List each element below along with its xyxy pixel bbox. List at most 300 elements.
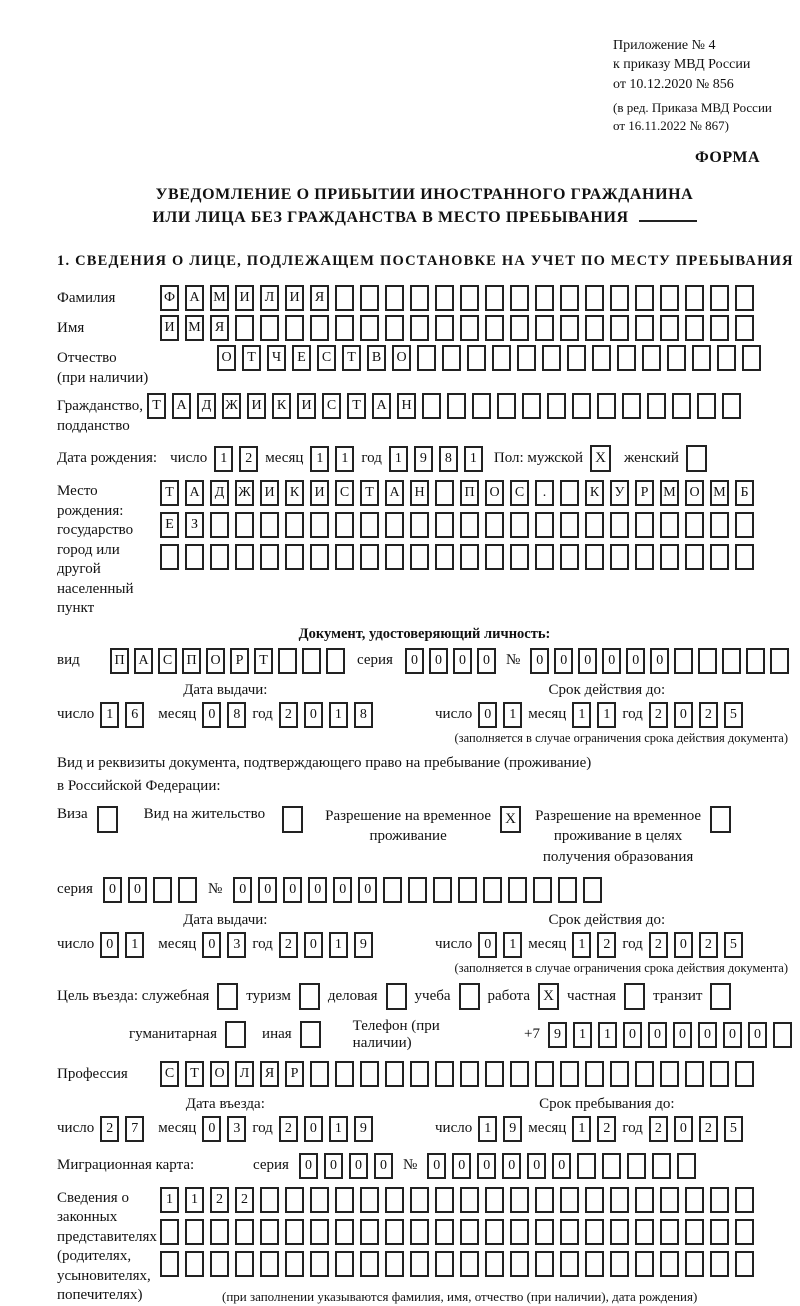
- char-cell[interactable]: [685, 1219, 704, 1245]
- char-cell[interactable]: [692, 345, 711, 371]
- char-cell[interactable]: [610, 1251, 629, 1277]
- char-cell[interactable]: 1: [125, 932, 144, 958]
- char-cell[interactable]: [717, 345, 736, 371]
- char-cell[interactable]: [535, 1061, 554, 1087]
- char-cell[interactable]: З: [185, 512, 204, 538]
- char-cell[interactable]: [260, 544, 279, 570]
- char-cell[interactable]: [435, 315, 454, 341]
- char-cell[interactable]: [735, 1219, 754, 1245]
- char-cell[interactable]: [735, 1187, 754, 1213]
- char-cell[interactable]: [385, 1219, 404, 1245]
- char-cell[interactable]: [610, 1219, 629, 1245]
- char-cell[interactable]: 0: [478, 702, 497, 728]
- char-cell[interactable]: [185, 1219, 204, 1245]
- checkbox-private[interactable]: [624, 983, 645, 1010]
- char-cell[interactable]: [235, 1251, 254, 1277]
- char-cell[interactable]: [685, 1251, 704, 1277]
- char-cell[interactable]: О: [206, 648, 225, 674]
- char-cell[interactable]: [385, 315, 404, 341]
- char-cell[interactable]: Б: [735, 480, 754, 506]
- char-cell[interactable]: [627, 1153, 646, 1179]
- char-cell[interactable]: 1: [329, 702, 348, 728]
- char-cell[interactable]: [585, 1251, 604, 1277]
- char-cell[interactable]: [310, 1219, 329, 1245]
- char-cell[interactable]: [583, 877, 602, 903]
- char-cell[interactable]: 0: [477, 1153, 496, 1179]
- char-cell[interactable]: [635, 1251, 654, 1277]
- char-cell[interactable]: [535, 544, 554, 570]
- char-cell[interactable]: [635, 544, 654, 570]
- char-cell[interactable]: [560, 1187, 579, 1213]
- char-cell[interactable]: [585, 285, 604, 311]
- char-cell[interactable]: .: [535, 480, 554, 506]
- char-cell[interactable]: 0: [530, 648, 549, 674]
- char-cell[interactable]: 2: [699, 1116, 718, 1142]
- char-cell[interactable]: Р: [635, 480, 654, 506]
- char-cell[interactable]: [385, 285, 404, 311]
- char-cell[interactable]: [435, 512, 454, 538]
- char-cell[interactable]: Т: [342, 345, 361, 371]
- char-cell[interactable]: [483, 877, 502, 903]
- char-cell[interactable]: 2: [239, 446, 258, 472]
- char-cell[interactable]: [335, 544, 354, 570]
- char-cell[interactable]: [160, 1219, 179, 1245]
- char-cell[interactable]: П: [182, 648, 201, 674]
- char-cell[interactable]: [510, 1061, 529, 1087]
- char-cell[interactable]: П: [460, 480, 479, 506]
- char-cell[interactable]: 5: [724, 1116, 743, 1142]
- char-cell[interactable]: 0: [602, 648, 621, 674]
- char-cell[interactable]: [302, 648, 321, 674]
- char-cell[interactable]: [447, 393, 466, 419]
- char-cell[interactable]: 9: [548, 1022, 567, 1048]
- char-cell[interactable]: К: [585, 480, 604, 506]
- char-cell[interactable]: О: [217, 345, 236, 371]
- char-cell[interactable]: [522, 393, 541, 419]
- char-cell[interactable]: 1: [572, 932, 591, 958]
- char-cell[interactable]: Ж: [222, 393, 241, 419]
- char-cell[interactable]: 9: [503, 1116, 522, 1142]
- char-cell[interactable]: 0: [429, 648, 448, 674]
- char-cell[interactable]: 0: [202, 702, 221, 728]
- char-cell[interactable]: 0: [258, 877, 277, 903]
- char-cell[interactable]: [433, 877, 452, 903]
- char-cell[interactable]: [485, 1219, 504, 1245]
- char-cell[interactable]: Л: [260, 285, 279, 311]
- char-cell[interactable]: [160, 1251, 179, 1277]
- char-cell[interactable]: 9: [354, 932, 373, 958]
- char-cell[interactable]: [285, 1187, 304, 1213]
- checkbox-other[interactable]: [300, 1021, 321, 1048]
- char-cell[interactable]: А: [185, 480, 204, 506]
- char-cell[interactable]: [310, 315, 329, 341]
- checkbox-tourism[interactable]: [299, 983, 320, 1010]
- char-cell[interactable]: [360, 1251, 379, 1277]
- char-cell[interactable]: 2: [649, 702, 668, 728]
- char-cell[interactable]: 3: [227, 1116, 246, 1142]
- char-cell[interactable]: 1: [573, 1022, 592, 1048]
- char-cell[interactable]: 0: [405, 648, 424, 674]
- char-cell[interactable]: И: [310, 480, 329, 506]
- char-cell[interactable]: А: [172, 393, 191, 419]
- char-cell[interactable]: [408, 877, 427, 903]
- char-cell[interactable]: 0: [349, 1153, 368, 1179]
- char-cell[interactable]: [508, 877, 527, 903]
- char-cell[interactable]: К: [285, 480, 304, 506]
- char-cell[interactable]: [460, 1061, 479, 1087]
- char-cell[interactable]: [360, 285, 379, 311]
- char-cell[interactable]: [635, 315, 654, 341]
- char-cell[interactable]: М: [185, 315, 204, 341]
- char-cell[interactable]: [310, 1187, 329, 1213]
- char-cell[interactable]: Т: [254, 648, 273, 674]
- char-cell[interactable]: [160, 544, 179, 570]
- char-cell[interactable]: 1: [464, 446, 483, 472]
- char-cell[interactable]: Р: [285, 1061, 304, 1087]
- char-cell[interactable]: [685, 1187, 704, 1213]
- checkbox-business[interactable]: [386, 983, 407, 1010]
- char-cell[interactable]: 1: [185, 1187, 204, 1213]
- char-cell[interactable]: [410, 285, 429, 311]
- char-cell[interactable]: У: [610, 480, 629, 506]
- char-cell[interactable]: [735, 544, 754, 570]
- char-cell[interactable]: [460, 1251, 479, 1277]
- char-cell[interactable]: 5: [724, 932, 743, 958]
- char-cell[interactable]: Я: [260, 1061, 279, 1087]
- char-cell[interactable]: [235, 315, 254, 341]
- char-cell[interactable]: 0: [453, 648, 472, 674]
- char-cell[interactable]: С: [317, 345, 336, 371]
- char-cell[interactable]: [485, 1251, 504, 1277]
- char-cell[interactable]: 0: [477, 648, 496, 674]
- checkbox-temp-residence-edu[interactable]: [710, 806, 731, 833]
- char-cell[interactable]: 5: [724, 702, 743, 728]
- char-cell[interactable]: 1: [329, 932, 348, 958]
- char-cell[interactable]: [660, 315, 679, 341]
- char-cell[interactable]: [467, 345, 486, 371]
- char-cell[interactable]: [417, 345, 436, 371]
- char-cell[interactable]: [383, 877, 402, 903]
- char-cell[interactable]: 1: [572, 702, 591, 728]
- char-cell[interactable]: [773, 1022, 792, 1048]
- char-cell[interactable]: [460, 1187, 479, 1213]
- char-cell[interactable]: 0: [623, 1022, 642, 1048]
- char-cell[interactable]: [635, 285, 654, 311]
- char-cell[interactable]: [560, 285, 579, 311]
- char-cell[interactable]: [677, 1153, 696, 1179]
- char-cell[interactable]: Ч: [267, 345, 286, 371]
- char-cell[interactable]: [660, 1219, 679, 1245]
- char-cell[interactable]: [385, 1251, 404, 1277]
- checkbox-temp-residence[interactable]: X: [500, 806, 521, 833]
- char-cell[interactable]: [360, 544, 379, 570]
- char-cell[interactable]: М: [710, 480, 729, 506]
- char-cell[interactable]: М: [210, 285, 229, 311]
- char-cell[interactable]: 0: [103, 877, 122, 903]
- char-cell[interactable]: [310, 1251, 329, 1277]
- checkbox-male[interactable]: X: [590, 445, 611, 472]
- char-cell[interactable]: Д: [197, 393, 216, 419]
- char-cell[interactable]: [535, 1187, 554, 1213]
- char-cell[interactable]: Я: [210, 315, 229, 341]
- char-cell[interactable]: [260, 1187, 279, 1213]
- char-cell[interactable]: 8: [354, 702, 373, 728]
- char-cell[interactable]: 1: [389, 446, 408, 472]
- char-cell[interactable]: Ж: [235, 480, 254, 506]
- char-cell[interactable]: [547, 393, 566, 419]
- char-cell[interactable]: [460, 1219, 479, 1245]
- char-cell[interactable]: И: [297, 393, 316, 419]
- char-cell[interactable]: [485, 285, 504, 311]
- char-cell[interactable]: [697, 393, 716, 419]
- char-cell[interactable]: [610, 1187, 629, 1213]
- checkbox-female[interactable]: [686, 445, 707, 472]
- char-cell[interactable]: 0: [674, 702, 693, 728]
- char-cell[interactable]: 7: [125, 1116, 144, 1142]
- char-cell[interactable]: [510, 544, 529, 570]
- char-cell[interactable]: [710, 285, 729, 311]
- char-cell[interactable]: 3: [227, 932, 246, 958]
- char-cell[interactable]: [335, 315, 354, 341]
- char-cell[interactable]: [674, 648, 693, 674]
- char-cell[interactable]: [667, 345, 686, 371]
- char-cell[interactable]: 1: [598, 1022, 617, 1048]
- char-cell[interactable]: Е: [160, 512, 179, 538]
- char-cell[interactable]: [153, 877, 172, 903]
- char-cell[interactable]: [335, 285, 354, 311]
- char-cell[interactable]: [660, 1061, 679, 1087]
- char-cell[interactable]: [710, 1251, 729, 1277]
- char-cell[interactable]: [560, 1251, 579, 1277]
- char-cell[interactable]: [510, 512, 529, 538]
- checkbox-study[interactable]: [459, 983, 480, 1010]
- char-cell[interactable]: [597, 393, 616, 419]
- char-cell[interactable]: [326, 648, 345, 674]
- char-cell[interactable]: 1: [503, 932, 522, 958]
- char-cell[interactable]: [210, 1219, 229, 1245]
- char-cell[interactable]: [335, 1187, 354, 1213]
- char-cell[interactable]: И: [285, 285, 304, 311]
- char-cell[interactable]: 0: [502, 1153, 521, 1179]
- char-cell[interactable]: 2: [649, 932, 668, 958]
- char-cell[interactable]: [710, 315, 729, 341]
- char-cell[interactable]: [285, 1251, 304, 1277]
- char-cell[interactable]: 0: [128, 877, 147, 903]
- char-cell[interactable]: А: [134, 648, 153, 674]
- char-cell[interactable]: 2: [699, 932, 718, 958]
- char-cell[interactable]: Т: [242, 345, 261, 371]
- char-cell[interactable]: [517, 345, 536, 371]
- char-cell[interactable]: 2: [649, 1116, 668, 1142]
- char-cell[interactable]: [610, 315, 629, 341]
- char-cell[interactable]: [235, 512, 254, 538]
- char-cell[interactable]: [558, 877, 577, 903]
- char-cell[interactable]: [442, 345, 461, 371]
- char-cell[interactable]: [642, 345, 661, 371]
- char-cell[interactable]: 2: [100, 1116, 119, 1142]
- char-cell[interactable]: С: [158, 648, 177, 674]
- char-cell[interactable]: О: [485, 480, 504, 506]
- char-cell[interactable]: С: [335, 480, 354, 506]
- char-cell[interactable]: [185, 544, 204, 570]
- char-cell[interactable]: 0: [304, 932, 323, 958]
- char-cell[interactable]: [577, 1153, 596, 1179]
- char-cell[interactable]: [592, 345, 611, 371]
- char-cell[interactable]: [485, 544, 504, 570]
- char-cell[interactable]: [360, 1187, 379, 1213]
- char-cell[interactable]: [335, 1061, 354, 1087]
- char-cell[interactable]: [735, 1061, 754, 1087]
- checkbox-residence-permit[interactable]: [282, 806, 303, 833]
- char-cell[interactable]: Т: [160, 480, 179, 506]
- char-cell[interactable]: 1: [310, 446, 329, 472]
- char-cell[interactable]: [635, 1061, 654, 1087]
- char-cell[interactable]: [360, 1219, 379, 1245]
- char-cell[interactable]: [710, 1219, 729, 1245]
- checkbox-humanitarian[interactable]: [225, 1021, 246, 1048]
- char-cell[interactable]: [260, 1219, 279, 1245]
- char-cell[interactable]: 2: [597, 1116, 616, 1142]
- char-cell[interactable]: 0: [358, 877, 377, 903]
- char-cell[interactable]: [602, 1153, 621, 1179]
- char-cell[interactable]: [535, 512, 554, 538]
- char-cell[interactable]: 2: [279, 1116, 298, 1142]
- char-cell[interactable]: 1: [335, 446, 354, 472]
- char-cell[interactable]: [622, 393, 641, 419]
- char-cell[interactable]: 0: [308, 877, 327, 903]
- char-cell[interactable]: [260, 512, 279, 538]
- char-cell[interactable]: 0: [304, 1116, 323, 1142]
- char-cell[interactable]: [460, 544, 479, 570]
- char-cell[interactable]: [510, 285, 529, 311]
- char-cell[interactable]: [685, 1061, 704, 1087]
- char-cell[interactable]: [610, 1061, 629, 1087]
- char-cell[interactable]: [235, 1219, 254, 1245]
- char-cell[interactable]: [746, 648, 765, 674]
- char-cell[interactable]: [210, 1251, 229, 1277]
- char-cell[interactable]: [460, 315, 479, 341]
- char-cell[interactable]: [635, 1187, 654, 1213]
- char-cell[interactable]: [610, 544, 629, 570]
- char-cell[interactable]: 0: [626, 648, 645, 674]
- char-cell[interactable]: Ф: [160, 285, 179, 311]
- char-cell[interactable]: П: [110, 648, 129, 674]
- char-cell[interactable]: [310, 544, 329, 570]
- checkbox-transit[interactable]: [710, 983, 731, 1010]
- char-cell[interactable]: [497, 393, 516, 419]
- char-cell[interactable]: М: [660, 480, 679, 506]
- char-cell[interactable]: [610, 512, 629, 538]
- char-cell[interactable]: 9: [354, 1116, 373, 1142]
- char-cell[interactable]: 0: [100, 932, 119, 958]
- checkbox-work[interactable]: X: [538, 983, 559, 1010]
- char-cell[interactable]: 1: [214, 446, 233, 472]
- char-cell[interactable]: С: [510, 480, 529, 506]
- char-cell[interactable]: [585, 512, 604, 538]
- char-cell[interactable]: [360, 315, 379, 341]
- char-cell[interactable]: 2: [279, 702, 298, 728]
- char-cell[interactable]: [210, 512, 229, 538]
- char-cell[interactable]: 2: [210, 1187, 229, 1213]
- char-cell[interactable]: [560, 480, 579, 506]
- char-cell[interactable]: [535, 1219, 554, 1245]
- char-cell[interactable]: 0: [578, 648, 597, 674]
- char-cell[interactable]: [585, 315, 604, 341]
- char-cell[interactable]: [510, 1187, 529, 1213]
- char-cell[interactable]: [735, 1251, 754, 1277]
- char-cell[interactable]: Н: [397, 393, 416, 419]
- char-cell[interactable]: [735, 315, 754, 341]
- char-cell[interactable]: [435, 285, 454, 311]
- char-cell[interactable]: [710, 544, 729, 570]
- char-cell[interactable]: 8: [439, 446, 458, 472]
- char-cell[interactable]: 6: [125, 702, 144, 728]
- char-cell[interactable]: [722, 393, 741, 419]
- char-cell[interactable]: [685, 544, 704, 570]
- char-cell[interactable]: Д: [210, 480, 229, 506]
- char-cell[interactable]: [660, 544, 679, 570]
- char-cell[interactable]: [435, 1251, 454, 1277]
- char-cell[interactable]: [542, 345, 561, 371]
- char-cell[interactable]: [560, 512, 579, 538]
- char-cell[interactable]: [492, 345, 511, 371]
- char-cell[interactable]: 8: [227, 702, 246, 728]
- char-cell[interactable]: 0: [674, 932, 693, 958]
- char-cell[interactable]: [560, 1061, 579, 1087]
- char-cell[interactable]: [735, 285, 754, 311]
- char-cell[interactable]: 0: [748, 1022, 767, 1048]
- char-cell[interactable]: 0: [324, 1153, 343, 1179]
- char-cell[interactable]: [422, 393, 441, 419]
- char-cell[interactable]: [560, 1219, 579, 1245]
- char-cell[interactable]: 2: [699, 702, 718, 728]
- char-cell[interactable]: [722, 648, 741, 674]
- char-cell[interactable]: [660, 285, 679, 311]
- char-cell[interactable]: 0: [552, 1153, 571, 1179]
- char-cell[interactable]: [585, 1187, 604, 1213]
- char-cell[interactable]: 0: [674, 1116, 693, 1142]
- char-cell[interactable]: [435, 544, 454, 570]
- char-cell[interactable]: [585, 1061, 604, 1087]
- char-cell[interactable]: [460, 285, 479, 311]
- char-cell[interactable]: [278, 648, 297, 674]
- char-cell[interactable]: [335, 1219, 354, 1245]
- char-cell[interactable]: А: [185, 285, 204, 311]
- char-cell[interactable]: 0: [673, 1022, 692, 1048]
- char-cell[interactable]: [742, 345, 761, 371]
- char-cell[interactable]: [410, 315, 429, 341]
- char-cell[interactable]: [178, 877, 197, 903]
- char-cell[interactable]: 0: [299, 1153, 318, 1179]
- char-cell[interactable]: [435, 1187, 454, 1213]
- char-cell[interactable]: [485, 315, 504, 341]
- char-cell[interactable]: [435, 1061, 454, 1087]
- char-cell[interactable]: 1: [572, 1116, 591, 1142]
- char-cell[interactable]: [335, 512, 354, 538]
- char-cell[interactable]: [385, 1061, 404, 1087]
- char-cell[interactable]: [510, 315, 529, 341]
- char-cell[interactable]: А: [372, 393, 391, 419]
- char-cell[interactable]: 1: [329, 1116, 348, 1142]
- char-cell[interactable]: [635, 512, 654, 538]
- char-cell[interactable]: 2: [235, 1187, 254, 1213]
- char-cell[interactable]: [510, 1219, 529, 1245]
- char-cell[interactable]: [335, 1251, 354, 1277]
- char-cell[interactable]: [735, 512, 754, 538]
- char-cell[interactable]: [410, 1251, 429, 1277]
- char-cell[interactable]: 0: [283, 877, 302, 903]
- char-cell[interactable]: 1: [160, 1187, 179, 1213]
